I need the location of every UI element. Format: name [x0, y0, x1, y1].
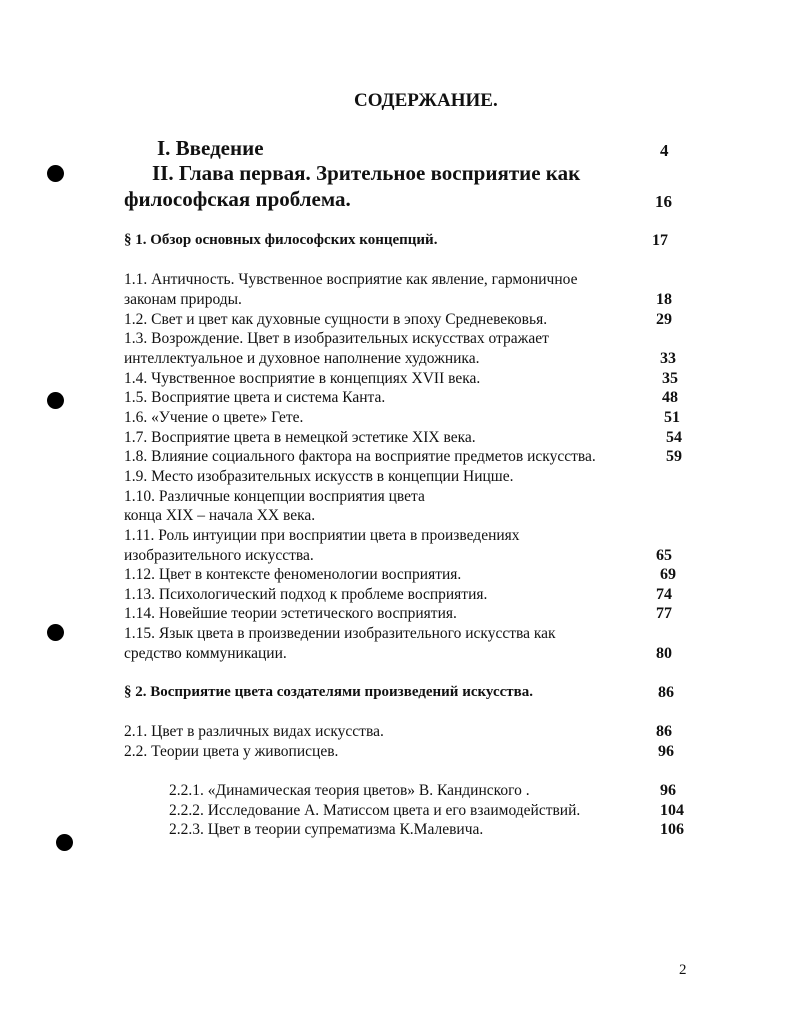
toc-page-number: 33	[660, 350, 676, 367]
binder-hole	[47, 165, 64, 182]
toc-page-number: 54	[666, 429, 682, 446]
toc-page-number: 69	[660, 566, 676, 583]
toc-page-number: 86	[658, 684, 674, 701]
toc-item: 1.4. Чувственное восприятие в концепциях XVII века.	[124, 370, 481, 387]
toc-page-number: 106	[660, 821, 684, 838]
toc-subitem: 2.2.3. Цвет в теории супрематизма К.Малевича.	[169, 821, 484, 838]
toc-item: 1.13. Психологический подход к проблеме восприятия.	[124, 586, 488, 603]
toc-page-number: 48	[662, 389, 678, 406]
toc-item: 2.1. Цвет в различных видах искусства.	[124, 723, 384, 740]
toc-item: средство коммуникации.	[124, 645, 287, 662]
toc-item: 1.10. Различные концепции восприятия цвета	[124, 488, 425, 505]
toc-page-number: 29	[656, 311, 672, 328]
toc-page-number: 16	[655, 192, 672, 211]
toc-item: 1.3. Возрождение. Цвет в изобразительных искусствах отражает	[124, 330, 549, 347]
toc-page-number: 86	[656, 723, 672, 740]
toc-item: изобразительного искусства.	[124, 547, 314, 564]
toc-page-number: 80	[656, 645, 672, 662]
toc-item: 1.5. Восприятие цвета и система Канта.	[124, 389, 386, 406]
toc-section-heading: § 1. Обзор основных философских концепций.	[124, 232, 438, 248]
toc-subitem: 2.2.2. Исследование А. Матиссом цвета и его взаимодействий.	[169, 802, 581, 819]
toc-page-number: 17	[652, 232, 668, 249]
toc-item: 1.8. Влияние социального фактора на восприятие предметов искусства.	[124, 448, 596, 465]
toc-item: конца XIX – начала XX века.	[124, 507, 316, 524]
toc-item: 1.7. Восприятие цвета в немецкой эстетике XIX века.	[124, 429, 476, 446]
page-number: 2	[679, 962, 687, 978]
toc-page-number: 74	[656, 586, 672, 603]
toc-item: 1.14. Новейшие теории эстетического восприятия.	[124, 605, 457, 622]
toc-item: 1.12. Цвет в контексте феноменологии восприятия.	[124, 566, 462, 583]
toc-page-number: 96	[660, 782, 676, 799]
toc-item: 1.6. «Учение о цвете» Гете.	[124, 409, 304, 426]
toc-heading-chapter1: II. Глава первая. Зрительное восприятие как	[152, 161, 581, 185]
binder-hole	[47, 624, 64, 641]
toc-section-heading: § 2. Восприятие цвета создателями произведений искусства.	[124, 684, 533, 700]
toc-page-number: 104	[660, 802, 684, 819]
toc-page-number: 4	[660, 141, 669, 160]
toc-heading-chapter1-cont: философская проблема.	[124, 187, 351, 211]
page-title: СОДЕРЖАНИЕ.	[354, 90, 498, 111]
toc-item: 1.11. Роль интуиции при восприятии цвета в произведениях	[124, 527, 520, 544]
toc-item: интеллектуальное и духовное наполнение художника.	[124, 350, 480, 367]
toc-page-number: 18	[656, 291, 672, 308]
toc-item: законам природы.	[124, 291, 242, 308]
toc-subitem: 2.2.1. «Динамическая теория цветов» В. Кандинского .	[169, 782, 530, 799]
toc-item: 1.2. Свет и цвет как духовные сущности в эпоху Средневековья.	[124, 311, 548, 328]
toc-page-number: 65	[656, 547, 672, 564]
toc-heading-intro: I. Введение	[157, 136, 264, 160]
binder-hole	[47, 392, 64, 409]
binder-hole	[56, 834, 73, 851]
toc-item: 2.2. Теории цвета у живописцев.	[124, 743, 339, 760]
toc-item: 1.1. Античность. Чувственное восприятие как явление, гармоничное	[124, 271, 578, 288]
toc-page-number: 77	[656, 605, 672, 622]
toc-page-number: 35	[662, 370, 678, 387]
toc-item: 1.15. Язык цвета в произведении изобразительного искусства как	[124, 625, 556, 642]
toc-page-number: 59	[666, 448, 682, 465]
toc-page-number: 51	[664, 409, 680, 426]
toc-item: 1.9. Место изобразительных искусств в концепции Ницше.	[124, 468, 514, 485]
toc-page-number: 96	[658, 743, 674, 760]
